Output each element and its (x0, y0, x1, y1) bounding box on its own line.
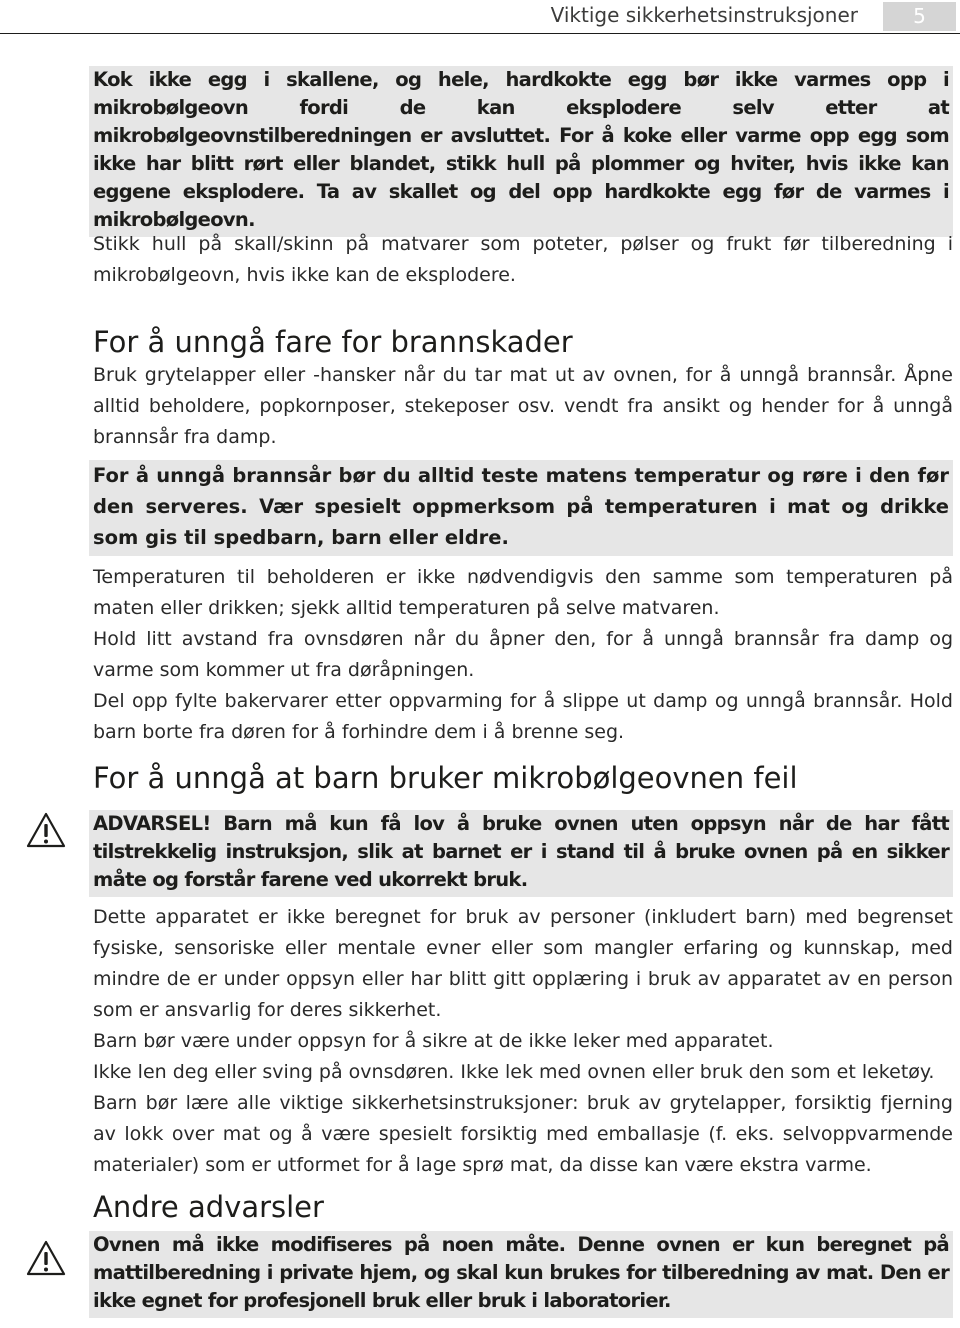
other-warning-text: Ovnen må ikke modifiseres på noen måte. Denne ovnen er kun beregnet på mattilberedning i private hjem, og skal kun brukes for tilberedning av mat. Den er ikke egnet for profesjonell bruk eller bruk i laboratorier. (89, 1231, 953, 1318)
page-number: 5 (883, 2, 956, 31)
header-rule (0, 33, 960, 34)
other-warning (93, 1231, 953, 1318)
children-paragraph-2: Barn bør være under oppsyn for å sikre at de ikke leker med apparatet. (93, 1030, 774, 1052)
burns-paragraph-1: Bruk grytelapper eller -hansker når du tar mat ut av ovnen, for å unngå brannsår. Åpne alltid beholdere, popkornposer, stekeposer osv. vendt fra ansikt og hender for å unngå brannsår fra damp. (93, 364, 953, 448)
other-heading-block (93, 1190, 953, 1224)
children-paragraphs (93, 902, 953, 1181)
burns-heading: For å unngå fare for brannskader (93, 325, 573, 359)
eggs-text: Stikk hull på skall/skinn på matvarer som poteter, pølser og frukt før tilberedning i mikrobølgeovn, hvis ikke kan de eksplodere. (93, 233, 953, 286)
eggs-bold-text: Kok ikke egg i skallene, og hele, hardkokte egg bør ikke varmes opp i mikrobølgeovn fordi de kan eksplodere selv etter at mikrobølgeovnstilberedningen er avsluttet. For å koke eller varme opp egg som ikke har blitt rørt eller blandet, stikk hull på plommer og hviter, hvis ikke kan eggene eksplodere. Ta av skallet og del opp hardkokte egg før de varmes i mikrobølgeovn. (89, 66, 953, 237)
eggs-warning (93, 66, 953, 237)
burns-paragraphs (93, 562, 953, 748)
eggs-text-block (93, 229, 953, 291)
warning-triangle-icon (26, 812, 66, 848)
children-paragraph-4: Barn bør lære alle viktige sikkerhetsinstruksjoner: bruk av grytelapper, forsiktig fjerning av lokk over mat og å være spesielt forsiktig med emballasje (f. eks. selvoppvarmende materialer) som er utformet for å lage sprø mat, da disse kan være ekstra varme. (93, 1092, 953, 1176)
burns-paragraph-3: Hold litt avstand fra ovnsdøren når du åpner den, for å unngå brannsår fra damp og varme som kommer ut fra døråpningen. (93, 628, 953, 681)
burns-heading-block (93, 325, 953, 359)
page-header (0, 0, 960, 36)
children-heading-block (93, 761, 953, 795)
children-warning (93, 810, 953, 897)
children-paragraph-3: Ikke len deg eller sving på ovnsdøren. Ikke lek med ovnen eller bruk den som et leketøy. (93, 1061, 935, 1083)
children-paragraph-1: Dette apparatet er ikke beregnet for bruk av personer (inkludert barn) med begrenset fysiske, sensoriske eller mentale evner eller som mangler erfaring og kunnskap, med mindre de er under oppsyn eller har blitt gitt opplæring i bruk av apparatet av en person som er ansvarlig for deres sikkerhet. (93, 906, 953, 1021)
burns-bold-block (93, 460, 953, 556)
other-heading: Andre advarsler (93, 1190, 324, 1224)
burns-bold-text: For å unngå brannsår bør du alltid teste matens temperatur og røre i den før den serveres. Vær spesielt oppmerksom på temperaturen i mat og drikke som gis til spedbarn, barn eller eldre. (89, 460, 953, 556)
header-title: Viktige sikkerhetsinstruksjoner (550, 3, 858, 27)
burns-paragraph-4: Del opp fylte bakervarer etter oppvarming for å slippe ut damp og unngå brannsår. Hold barn borte fra døren for å forhindre dem i å brenne seg. (93, 690, 953, 743)
children-warning-text: ADVARSEL! Barn må kun få lov å bruke ovnen uten oppsyn når de har fått tilstrekkelig instruksjon, slik at barnet er i stand til å bruke ovnen på en sikker måte og forstår farene ved ukorrekt bruk. (89, 810, 953, 897)
burns-paragraph-2: Temperaturen til beholderen er ikke nødvendigvis den samme som temperaturen på maten eller drikken; sjekk alltid temperaturen på selve matvaren. (93, 566, 953, 619)
children-heading: For å unngå at barn bruker mikrobølgeovnen feil (93, 761, 798, 795)
warning-triangle-icon (26, 1240, 66, 1276)
burns-p1-block (93, 360, 953, 453)
